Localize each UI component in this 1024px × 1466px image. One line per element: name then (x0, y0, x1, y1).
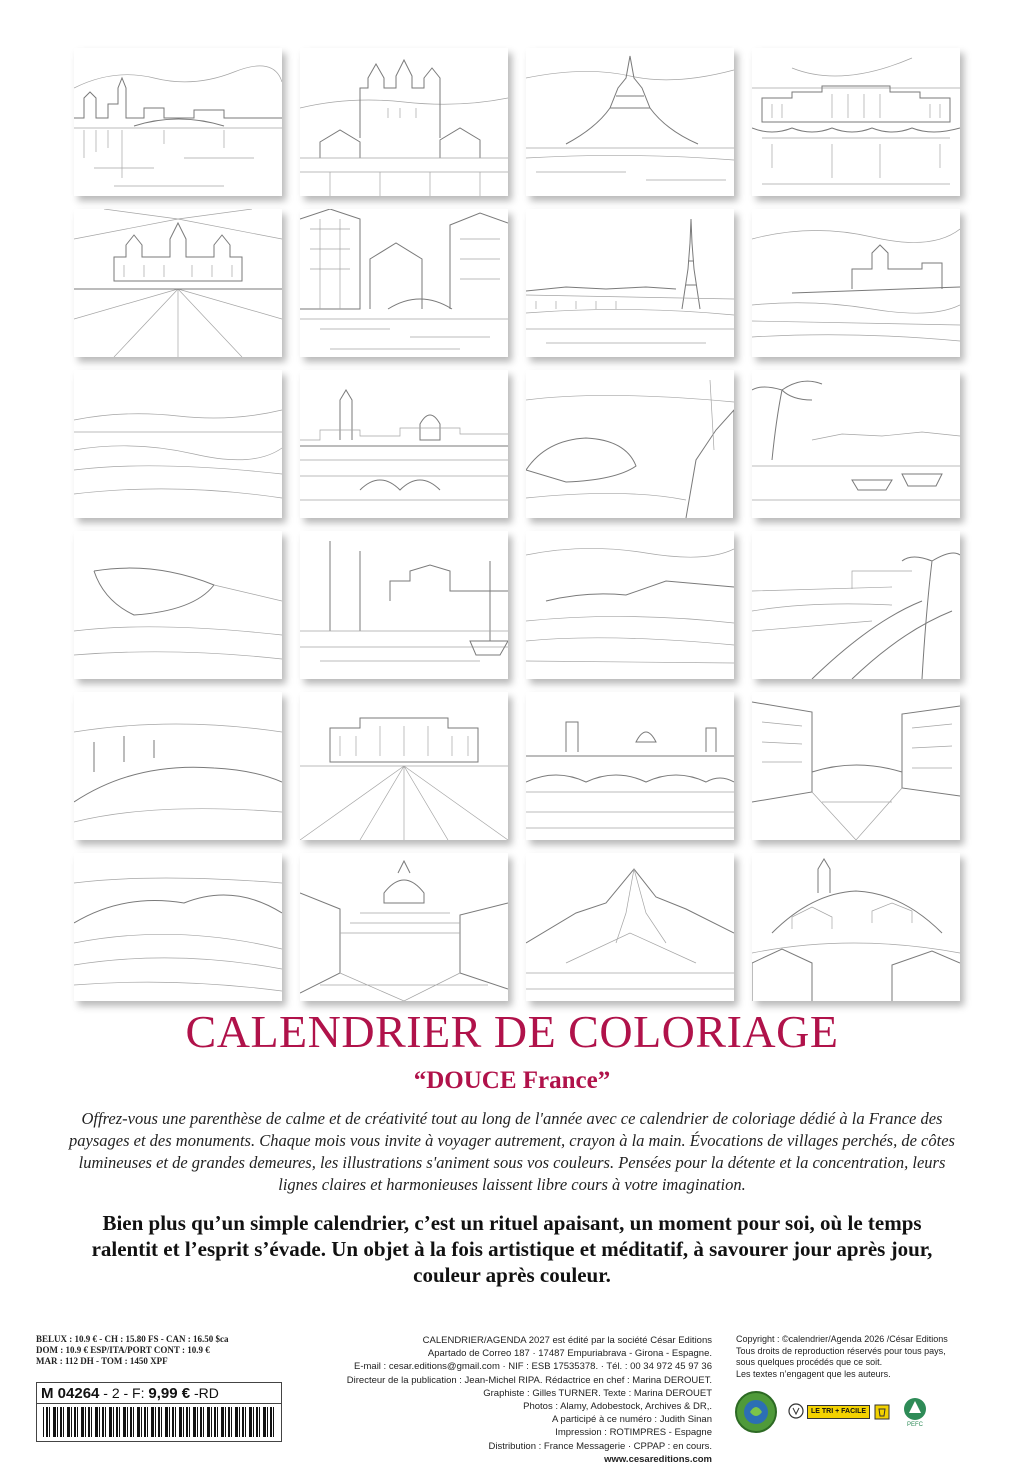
hilltop-village-icon (752, 853, 960, 1001)
barcode-code (37, 1383, 281, 1404)
promenade-palm-icon (752, 531, 960, 679)
illustration-harbor-boats (300, 531, 508, 679)
emphasis-paragraph: Bien plus qu’un simple calendrier, c’est un rituel apaisant, un moment pour soi, où le temps ralentit et l’esprit s’évade. Un objet à la fois artistique et méditatif, à savourer jour après jour, couleur après couleur. (91, 1211, 933, 1287)
palace-reflection-icon (752, 48, 960, 196)
illustration-bay-promenade (74, 692, 282, 840)
illustration-montmartre-street (300, 853, 508, 1001)
tri-badge: LE TRI + FACILE (807, 1405, 870, 1419)
publisher-line: Apartado de Correo 187 · 17487 Empuriabrava - Girona - Espagne. (427, 1348, 712, 1360)
bay-promenade-icon (74, 692, 282, 840)
publisher-line: Impression : ROTIMPRES - Espagne (555, 1427, 712, 1439)
cliff-shore-icon (526, 531, 734, 679)
city-bridge-dome-icon (526, 692, 734, 840)
illustration-palace-reflection (752, 48, 960, 196)
sea-cliff-icon (74, 531, 282, 679)
coastal-citadel-icon (752, 209, 960, 357)
harbor-palm-icon (752, 370, 960, 518)
barcode (36, 1382, 282, 1442)
pefc-label: PEFC (907, 1422, 924, 1427)
canal-town-icon (752, 692, 960, 840)
description-paragraph: Offrez-vous une parenthèse de calme et de créativité tout au long de l'année avec ce calendrier de coloriage dédié à la France des paysages et des monuments. Chaque mois vous invite à voyager autrement, crayon à la main. Évocations de villages perchés, de côtes lumineuses et de grandes demeures, les illustrations s'animent sous vos couleurs. Pensées pour la détente et la concentration, leurs lignes claires et harmonieuses laissent libre cours à votre imagination. (69, 1109, 955, 1194)
illustration-seaside-dunes (74, 370, 282, 518)
montmartre-street-icon (300, 853, 508, 1001)
illustration-sea-cliff (74, 531, 282, 679)
mont-saint-michel-icon (526, 48, 734, 196)
barcode-issue: - 2 - F: (103, 1385, 145, 1401)
eiffel-tower-icon (526, 209, 734, 357)
alpine-peak-icon (526, 853, 734, 1001)
price-line: DOM : 10.9 € ESP/ITA/PORT CONT : 10.9 € (36, 1345, 210, 1355)
river-town-reflection-icon (74, 48, 282, 196)
copyright-line: Les textes n’engagent que les auteurs. (736, 1368, 891, 1379)
illustration-hilltop-village (752, 853, 960, 1001)
pefc-logo (901, 1397, 929, 1427)
barcode-bars (43, 1407, 275, 1437)
illustration-canal-town (752, 692, 960, 840)
illustration-rocky-cove (526, 370, 734, 518)
page-subtitle: “DOUCE France” (413, 1067, 611, 1094)
alsace-canal-houses-icon (300, 209, 508, 357)
castle-village-icon (300, 48, 508, 196)
imprim-vert-logo-icon (734, 1390, 778, 1434)
copyright-line: Tous droits de reproduction réservés pour tous pays, (736, 1345, 946, 1356)
barcode-suffix: -RD (194, 1385, 219, 1401)
copyright-notice (736, 1334, 996, 1380)
publisher-line: E-mail : cesar.editions@gmail.com · NIF : ESB 17535378. · Tél. : 00 34 972 45 97 36 (354, 1361, 712, 1373)
triman-icon (788, 1403, 804, 1421)
illustration-alsace-canal (300, 209, 508, 357)
illustration-grid (74, 48, 960, 1001)
illustration-chateau-gardens (300, 692, 508, 840)
publisher-line: A participé à ce numéro : Judith Sinan (551, 1414, 712, 1426)
publisher-line: Photos : Alamy, Adobestock, Archives & DR,. (523, 1401, 712, 1413)
chateau-gardens-icon (300, 692, 508, 840)
tri-logo (788, 1403, 891, 1421)
countryside-hills-icon (74, 853, 282, 1001)
illustration-eiffel-tower (526, 209, 734, 357)
recycle-bin-icon (873, 1403, 891, 1421)
harbor-boats-icon (300, 531, 508, 679)
publisher-line: Directeur de la publication : Jean-Michel RIPA. Rédactrice en chef : Marina DEROUET. (346, 1374, 712, 1386)
price-list (36, 1334, 286, 1367)
illustration-river-town (74, 48, 282, 196)
publisher-line: CALENDRIER/AGENDA 2027 est édité par la société César Editions (422, 1335, 712, 1346)
illustration-cliff-shore (526, 531, 734, 679)
illustration-city-bridge (526, 692, 734, 840)
chateau-chambord-icon (74, 209, 282, 357)
illustration-castle-village (300, 48, 508, 196)
barcode-number: M 04264 (41, 1385, 100, 1402)
rocky-coast-cove-icon (526, 370, 734, 518)
price-line: BELUX : 10.9 € - CH : 15.80 FS - CAN : 16.50 $ca (36, 1334, 229, 1344)
illustration-promenade-palm (752, 531, 960, 679)
illustration-alpine-peak (526, 853, 734, 1001)
pefc-tree-icon (901, 1397, 929, 1427)
illustration-coastal-citadel (752, 209, 960, 357)
illustration-city-skyline (300, 370, 508, 518)
price-line: MAR : 112 DH - TOM : 1450 XPF (36, 1356, 168, 1366)
publisher-line: Graphiste : Gilles TURNER. Texte : Marina DEROUET (483, 1387, 712, 1399)
copyright-line: sous quelques procédés que ce soit. (736, 1357, 883, 1367)
illustration-mont-saint-michel (526, 48, 734, 196)
page-title: CALENDRIER DE COLORIAGE (185, 1006, 839, 1057)
illustration-countryside (74, 853, 282, 1001)
seaside-dunes-icon (74, 370, 282, 518)
publisher-info (300, 1334, 712, 1466)
publisher-line: Distribution : France Messagerie · CPPAP : en cours. (488, 1440, 712, 1452)
website-link[interactable]: www.cesareditions.com (604, 1453, 712, 1465)
city-skyline-domes-icon (300, 370, 508, 518)
illustration-harbor-palm (752, 370, 960, 518)
copyright-line: Copyright : ©calendrier/Agenda 2026 /César Editions (736, 1334, 948, 1344)
illustration-chateau-chambord (74, 209, 282, 357)
barcode-price: 9,99 € (148, 1385, 191, 1402)
certification-logos (734, 1384, 1004, 1440)
